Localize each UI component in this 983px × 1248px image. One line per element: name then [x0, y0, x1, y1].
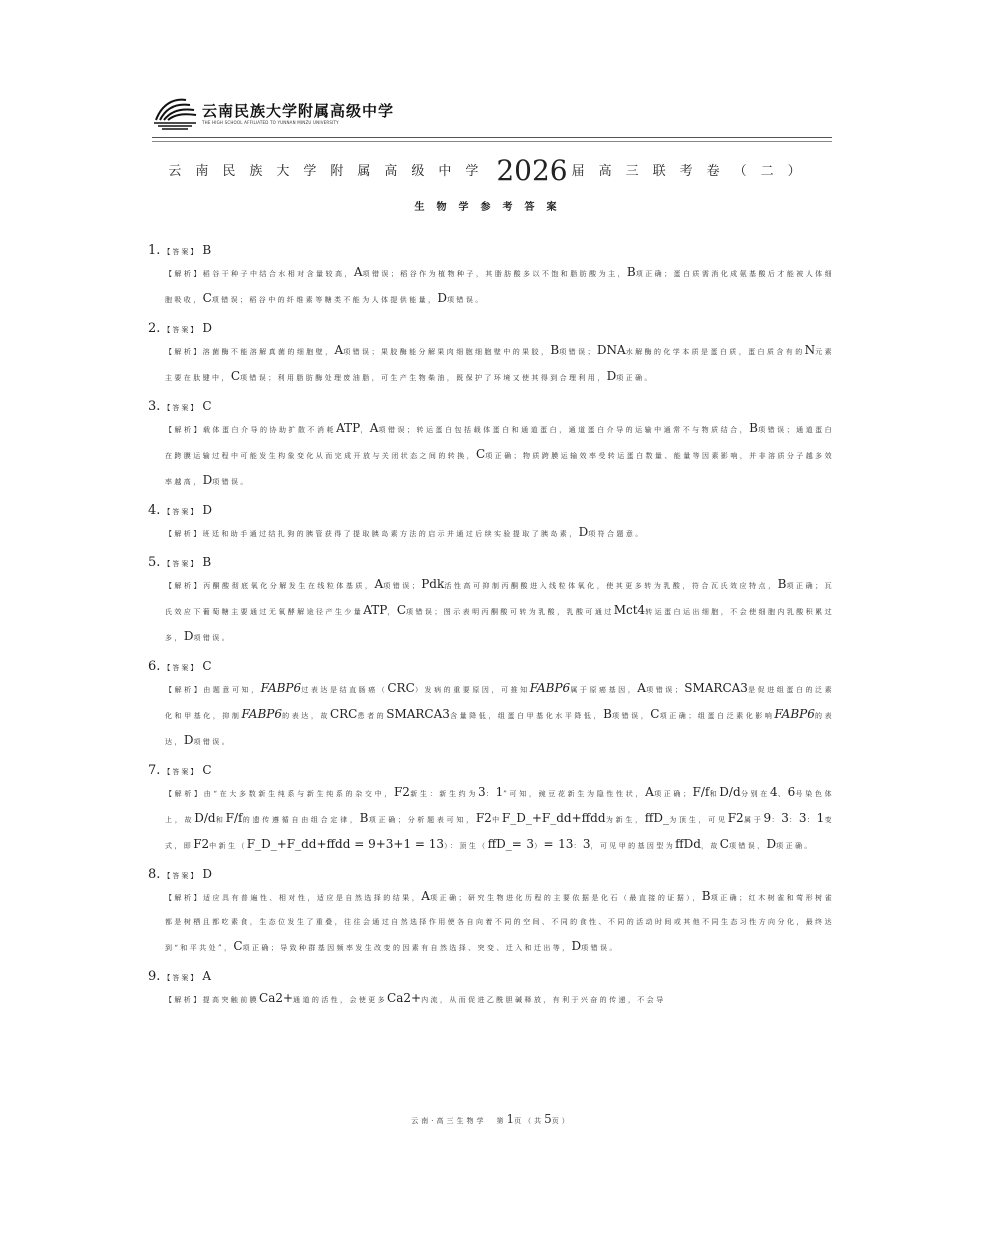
answer-line [148, 318, 834, 338]
page-title [0, 154, 983, 187]
answer-line [148, 500, 834, 520]
explanation [165, 416, 834, 494]
answer-choice: C [202, 763, 212, 777]
question-number: 9. [148, 969, 161, 984]
footer-total-pages: 5 [544, 1112, 552, 1126]
explanation [165, 986, 834, 1012]
question-number: 5. [148, 555, 161, 570]
answer-choice: D [202, 503, 213, 517]
footer-prefix: 云南·高三生物学 第 [411, 1117, 507, 1125]
question-block [148, 656, 834, 754]
answer-label: 【答案】 [163, 248, 200, 256]
answer-choice: B [202, 243, 212, 257]
explanation-text: 丙酮酸彻底氧化分解发生在线粒体基质，A项错误；Pdk活性高可抑制丙酮酸进入线粒体氧化，使其更多转为乳酸，符合瓦氏效应特点，B项正确；瓦氏效应下葡萄糖主要通过无氧酵解途径产生少量ATP，C项错误；图示表明丙酮酸可转为乳酸，乳酸可通过Mct4转运蛋白运出细胞，不会使细胞内乳酸积累过多，D项错误。 [165, 577, 835, 643]
explanation [165, 676, 834, 754]
page-footer [0, 1112, 983, 1126]
analysis-label: 【解析】 [165, 686, 204, 694]
analysis-label: 【解析】 [165, 790, 204, 798]
analysis-label: 【解析】 [165, 348, 203, 356]
question-number: 7. [148, 763, 161, 778]
question-block [148, 552, 834, 650]
analysis-label: 【解析】 [165, 426, 204, 434]
answer-choice: C [202, 399, 212, 413]
question-number: 6. [148, 659, 161, 674]
answer-line [148, 656, 834, 676]
header-rule [152, 137, 832, 138]
explanation-text: 由题意可知，FABP6过表达是结直肠癌（CRC）发病的重要原因，可推知FABP6属于原癌基因，A项错误；SMARCA3是促进组蛋白的泛素化和甲基化，抑制FABP6的表达，故CRC患者的SMARCA3含量降低，组蛋白甲基化水平降低，B项错误，C项正确；组蛋白泛素化影响FABP6的表达，D项错误。 [165, 681, 835, 747]
question-block [148, 966, 834, 1012]
explanation-text: 载体蛋白介导的协助扩散不消耗ATP，A项错误；转运蛋白包括载体蛋白和通道蛋白，通道蛋白介导的运输中通常不与物质结合，B项错误；通道蛋白在跨膜运输过程中可能发生构象变化从而完成开放与关闭状态之间的转换，C项正确；物质跨膜运输效率受转运蛋白数量、能量等因素影响，并非溶质分子越多效率越高，D项错误。 [165, 421, 834, 487]
analysis-label: 【解析】 [165, 270, 203, 278]
footer-suffix: 页） [551, 1117, 572, 1125]
answer-choice: B [202, 555, 212, 569]
answer-label: 【答案】 [163, 560, 200, 568]
question-number: 4. [148, 503, 161, 518]
explanation-text: 溶菌酶不能溶解真菌的细胞壁，A项错误；果胶酶能分解果肉细胞细胞壁中的果胶，B项错误；DNA水解酶的化学本质是蛋白质，蛋白质含有的N元素主要在肽键中，C项错误；利用脂肪酶处理废油脂，可生产生物柴油，既保护了环境又使其得到合理利用，D项正确。 [165, 343, 834, 383]
footer-page-number: 1 [506, 1112, 515, 1126]
title-suffix: 届高三联考卷（二） [571, 164, 815, 179]
question-number: 2. [148, 321, 161, 336]
question-block [148, 500, 834, 546]
school-logo-icon [152, 94, 198, 132]
school-header [152, 94, 832, 140]
page-subtitle: 生物学参考答案 [414, 202, 569, 213]
explanation [165, 884, 834, 960]
answer-label: 【答案】 [163, 872, 200, 880]
analysis-label: 【解析】 [165, 894, 203, 902]
answer-choice: D [202, 867, 213, 881]
answer-choice: A [202, 969, 212, 983]
question-number: 1. [148, 243, 161, 258]
explanation-text: 稻谷干种子中结合水相对含量较高，A项错误；稻谷作为植物种子，其脂肪酸多以不饱和脂肪酸为主，B项正确；蛋白质需消化成氨基酸后才能被人体细胞吸收，C项错误；稻谷中的纤维素等糖类不能为人体提供能量，D项错误。 [165, 265, 834, 305]
answer-label: 【答案】 [163, 974, 200, 982]
explanation [165, 260, 834, 312]
answer-line [148, 864, 834, 884]
question-block [148, 864, 834, 960]
question-block [148, 240, 834, 312]
answer-line [148, 760, 834, 780]
answer-label: 【答案】 [163, 326, 200, 334]
school-name-en: THE HIGH SCHOOL AFFILIATED TO YUNNAN MINZU UNIVERSITY [202, 120, 339, 125]
analysis-label: 【解析】 [165, 996, 203, 1004]
explanation [165, 520, 834, 546]
answer-label: 【答案】 [163, 508, 200, 516]
analysis-label: 【解析】 [165, 582, 204, 590]
analysis-label: 【解析】 [165, 530, 203, 538]
title-year: 2026 [496, 154, 568, 187]
answer-list [148, 240, 834, 1018]
explanation-text: 适应具有普遍性、相对性，适应是自然选择的结果，A项正确；研究生物进化历程的主要依据是化石（最直接的证据），B项正确；红木树雀和莺形树雀都是树栖且都吃素食，生态位发生了重叠，往往会通过自然选择作用使各自向着不同的空间、不同的食性、不同的活动时间或其他不同生态习性方向分化，最终达到“和平共处”，C项正确；导致种群基因频率发生改变的因素有自然选择、突变、迁入和迁出等，D项错误。 [165, 889, 834, 953]
answer-choice: D [202, 321, 213, 335]
header-rule-thin [152, 141, 832, 142]
explanation-text: 班廷和助手通过结扎狗的胰管获得了提取胰岛素方法的启示并通过后续实验提取了胰岛素，D项符合题意。 [202, 525, 645, 539]
question-block [148, 760, 834, 858]
answer-line [148, 240, 834, 260]
footer-middle: 页（共 [514, 1117, 545, 1125]
question-block [148, 396, 834, 494]
question-block [148, 318, 834, 390]
question-number: 3. [148, 399, 161, 414]
explanation-text: 提高突触前膜Ca2+通道的活性，会使更多Ca2+内流，从而促进乙酰胆碱释放，有利于兴奋的传递，不会导 [202, 991, 666, 1005]
explanation [165, 780, 834, 858]
explanation [165, 572, 834, 650]
explanation-text: 由“在大多数新生纯系与新生纯系的杂交中，F2新生：新生约为3：1”可知，豌豆花新生为隐性性状，A项正确；F/f和D/d分别在4、6号染色体上，故D/d和F/f的遗传遵循自由组合定律，B项正确；分析题表可知，F2中F_D_+F_dd+ffdd为新生，ffD_为顶生，可见F2属于9：3：3：1变式，即F2中新生（F_D_+F_dd+ffdd = 9+3+1 = 13）：顶生（ffD_= 3）= 13：3，可见甲的基因型为ffDd，故C项错误，D项正确。 [165, 785, 835, 851]
answer-label: 【答案】 [163, 768, 200, 776]
answer-line [148, 966, 834, 986]
answer-line [148, 552, 834, 572]
question-number: 8. [148, 867, 161, 882]
answer-label: 【答案】 [163, 664, 200, 672]
explanation [165, 338, 834, 390]
answer-label: 【答案】 [163, 404, 200, 412]
answer-line [148, 396, 834, 416]
title-prefix: 云南民族大学附属高级中学 [168, 164, 493, 179]
answer-choice: C [202, 659, 212, 673]
school-name: 云南民族大学附属高级中学 [202, 102, 395, 120]
